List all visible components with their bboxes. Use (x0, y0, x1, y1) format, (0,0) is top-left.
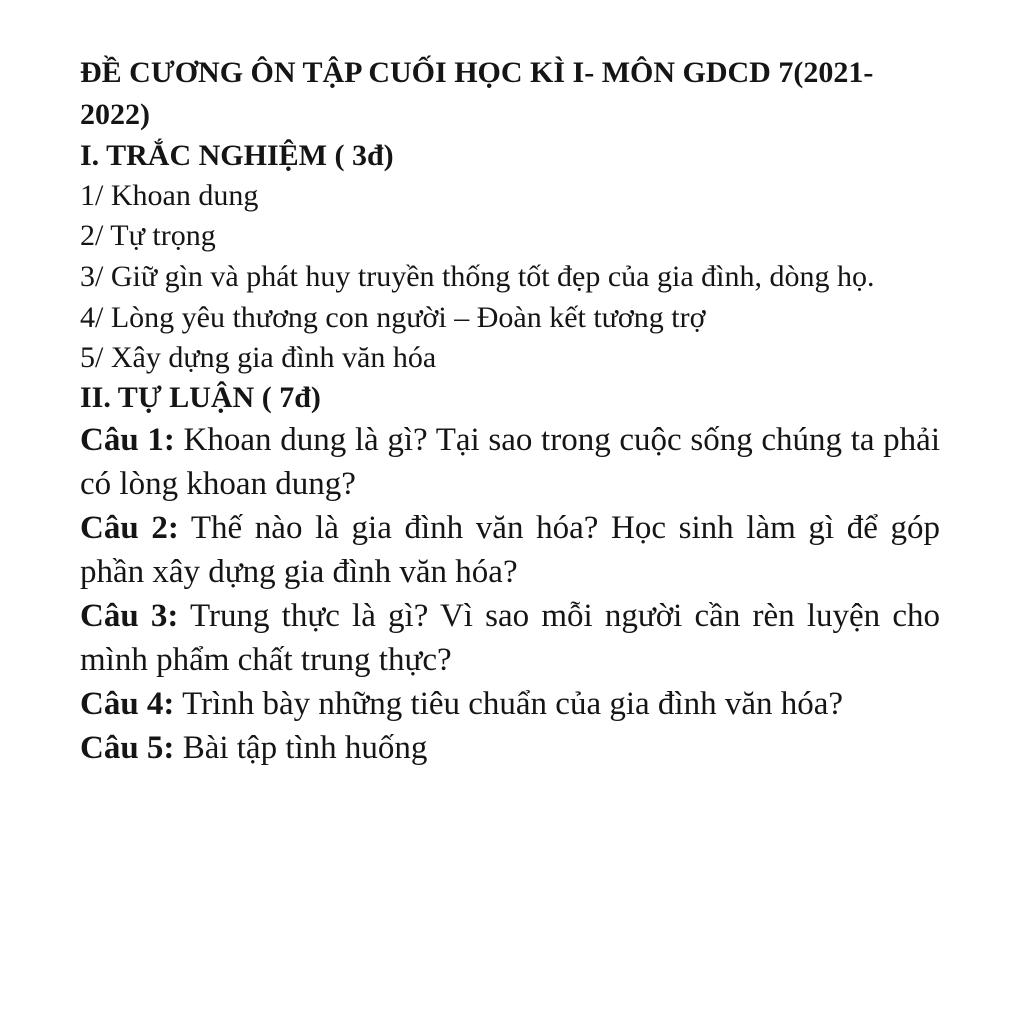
question-item (80, 594, 940, 682)
list-item: 5/ Xây dựng gia đình văn hóa (80, 341, 437, 374)
question-text: Trình bày những tiêu chuẩn của gia đình văn hóa? (182, 686, 844, 722)
question-item (80, 506, 940, 594)
question-label: Câu 2: (80, 510, 179, 546)
question-item (80, 682, 940, 726)
question-label: Câu 3: (80, 598, 179, 634)
list-item: 3/ Giữ gìn và phát huy truyền thống tốt đẹp của gia đình, dòng họ. (80, 260, 875, 293)
document-page (80, 52, 940, 770)
question-item (80, 418, 940, 506)
list-item: 1/ Khoan dung (80, 179, 259, 212)
question-label: Câu 4: (80, 686, 175, 722)
list-item: 4/ Lòng yêu thương con người – Đoàn kết tương trợ (80, 301, 706, 334)
essay-question-list (80, 418, 940, 770)
section-heading-essay: II. TỰ LUẬN ( 7đ) (80, 381, 321, 414)
section-heading-multiple-choice: I. TRẮC NGHIỆM ( 3đ) (80, 139, 394, 172)
multiple-choice-topic-list (80, 176, 940, 378)
document-title: ĐỀ CƯƠNG ÔN TẬP CUỐI HỌC KÌ I- MÔN GDCD 7(2021-2022) (80, 56, 874, 131)
list-item: 2/ Tự trọng (80, 219, 216, 252)
question-text: Bài tập tình huống (182, 730, 428, 766)
question-label: Câu 1: (80, 422, 175, 458)
question-text: Thế nào là gia đình văn hóa? Học sinh làm gì để góp phần xây dựng gia đình văn hóa? (80, 510, 940, 590)
question-text: Khoan dung là gì? Tại sao trong cuộc sống chúng ta phải có lòng khoan dung? (80, 422, 940, 502)
question-text: Trung thực là gì? Vì sao mỗi người cần rèn luyện cho mình phẩm chất trung thực? (80, 598, 940, 678)
question-item (80, 726, 940, 770)
question-label: Câu 5: (80, 730, 175, 766)
